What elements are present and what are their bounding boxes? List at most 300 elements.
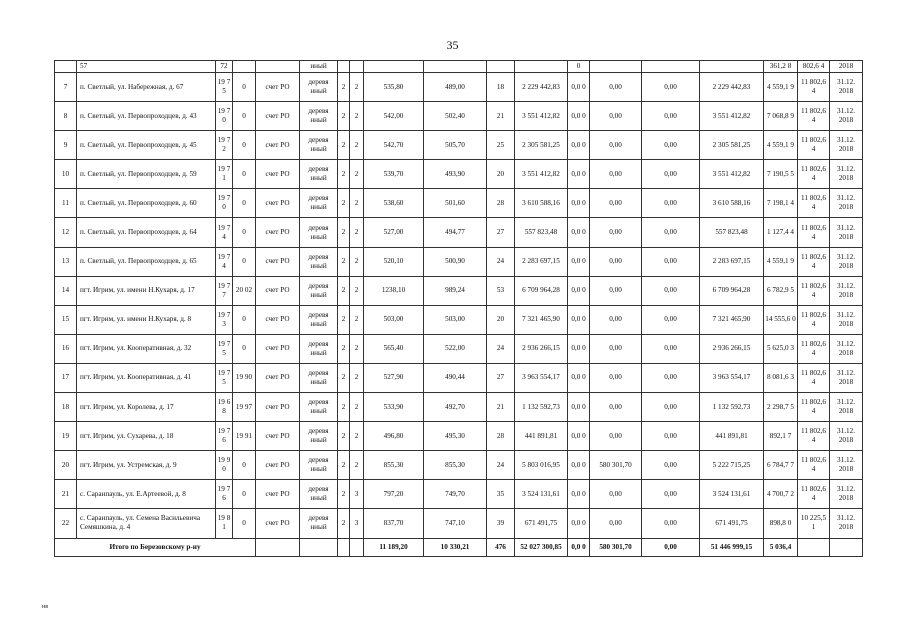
cell-cost-fed: 0,0 0	[568, 363, 590, 392]
cell-floors: 2	[338, 73, 350, 102]
page-number: 35	[446, 38, 459, 52]
cell-cost-fed: 0,0 0	[568, 422, 590, 451]
cell-cost-total: 5 803 016,95	[515, 451, 568, 480]
cell-material: деревя нный	[300, 305, 338, 334]
cell-unit-cost: 361,2 8	[764, 61, 798, 73]
cell-max-cost: 11 802,6 4	[798, 247, 830, 276]
cell-year-renov: 0	[233, 189, 256, 218]
cell-residents	[487, 61, 515, 73]
cell-cost-local: 0,00	[642, 218, 700, 247]
cell-area-living: 490,44	[424, 363, 487, 392]
cell-deadline: 31.12. 2018	[830, 218, 863, 247]
table-row	[55, 102, 863, 131]
table-row	[55, 363, 863, 392]
total-label: Итого по Березовскому р-ну	[55, 538, 256, 556]
table-row	[55, 276, 863, 305]
cell-deadline: 31.12. 2018	[830, 160, 863, 189]
cell-area-living: 489,00	[424, 73, 487, 102]
cell-cost-fed: 0,0 0	[568, 305, 590, 334]
cell-deadline: 31.12. 2018	[830, 480, 863, 509]
cell-num: 7	[55, 73, 77, 102]
cell-cost-owners: 3 551 412,82	[700, 102, 764, 131]
cell-entrances: 2	[350, 422, 364, 451]
cell-unit-cost: 4 559,1 9	[764, 73, 798, 102]
cell-cost-fed: 0	[568, 61, 590, 73]
cell-address: пгт. Игрим, ул. Королева, д. 17	[77, 393, 216, 422]
cell-area-total: 496,80	[364, 422, 424, 451]
cell-address: пгт. Игрим, ул. имени Н.Кухаря, д. 17	[77, 276, 216, 305]
cell-unit-cost: 8 081,6 3	[764, 363, 798, 392]
total-empty	[300, 538, 338, 556]
cell-cost-owners: 7 321 465,90	[700, 305, 764, 334]
table-row	[55, 334, 863, 363]
cell-material: деревя нный	[300, 393, 338, 422]
cell-cost-total: 557 823,48	[515, 218, 568, 247]
cell-floors	[338, 61, 350, 73]
cell-cost-fed: 0,0 0	[568, 247, 590, 276]
cell-area-total: 527,00	[364, 218, 424, 247]
cell-area-living: 495,30	[424, 422, 487, 451]
cell-entrances: 2	[350, 334, 364, 363]
cell-num: 8	[55, 102, 77, 131]
cell-year-renov: 0	[233, 509, 256, 538]
cell-max-cost: 802,6 4	[798, 61, 830, 73]
cell-address: п. Светлый, ул. Первопроходцев, д. 65	[77, 247, 216, 276]
cell-deadline: 31.12. 2018	[830, 422, 863, 451]
cell-num	[55, 61, 77, 73]
cell-cost-fed: 0,0 0	[568, 189, 590, 218]
cell-area-total: 542,70	[364, 131, 424, 160]
cell-address: п. Светлый, ул. Первопроходцев, д. 59	[77, 160, 216, 189]
cell-residents: 28	[487, 189, 515, 218]
cell-cost-owners: 557 823,48	[700, 218, 764, 247]
cell-year-built: 19 72	[216, 131, 233, 160]
cell-area-total: 503,00	[364, 305, 424, 334]
cell-cost-owners: 3 524 131,61	[700, 480, 764, 509]
cell-fund: счет РО	[256, 131, 300, 160]
cell-fund: счет РО	[256, 247, 300, 276]
cell-year-built: 19 77	[216, 276, 233, 305]
cell-address: п. Светлый, ул. Первопроходцев, д. 64	[77, 218, 216, 247]
cell-num: 19	[55, 422, 77, 451]
cell-cost-local: 0,00	[642, 334, 700, 363]
cell-year-built: 19 76	[216, 422, 233, 451]
cell-num: 14	[55, 276, 77, 305]
cell-cost-fed: 0,0 0	[568, 276, 590, 305]
cell-year-renov: 19 90	[233, 363, 256, 392]
cell-max-cost: 10 225,5 1	[798, 509, 830, 538]
cell-fund: счет РО	[256, 189, 300, 218]
cell-area-total: 527,90	[364, 363, 424, 392]
cell-floors: 2	[338, 102, 350, 131]
cell-year-built: 19 75	[216, 363, 233, 392]
table-row	[55, 218, 863, 247]
cell-material: деревя нный	[300, 334, 338, 363]
cell-cost-total: 671 491,75	[515, 509, 568, 538]
cell-material: деревя нный	[300, 509, 338, 538]
cell-entrances: 2	[350, 102, 364, 131]
cell-floors: 2	[338, 247, 350, 276]
cell-area-total: 837,70	[364, 509, 424, 538]
cell-deadline: 31.12. 2018	[830, 509, 863, 538]
cell-material: деревя нный	[300, 218, 338, 247]
cell-cost-local: 0,00	[642, 73, 700, 102]
cell-floors: 2	[338, 276, 350, 305]
footer-mark: нв	[42, 604, 49, 610]
cell-max-cost: 11 802,6 4	[798, 422, 830, 451]
cell-material: деревя нный	[300, 160, 338, 189]
cell-address: 57	[77, 61, 216, 73]
cell-max-cost: 11 802,6 4	[798, 276, 830, 305]
total-empty	[256, 538, 300, 556]
cell-num: 9	[55, 131, 77, 160]
cell-unit-cost: 5 625,0 3	[764, 334, 798, 363]
cell-address: пгт. Игрим, ул. имени Н.Кухаря, д. 8	[77, 305, 216, 334]
cell-cost-fed: 0,0 0	[568, 480, 590, 509]
cell-cost-region: 0,00	[590, 509, 642, 538]
cell-unit-cost: 6 784,7 7	[764, 451, 798, 480]
cell-material: деревя нный	[300, 73, 338, 102]
cell-max-cost: 11 802,6 4	[798, 189, 830, 218]
cell-residents: 21	[487, 102, 515, 131]
cell-cost-local: 0,00	[642, 247, 700, 276]
cell-year-renov: 0	[233, 334, 256, 363]
total-cost-fed: 0,0 0	[568, 538, 590, 556]
cell-material: деревя нный	[300, 247, 338, 276]
cell-material: деревя нный	[300, 276, 338, 305]
cell-area-living: 989,24	[424, 276, 487, 305]
cell-residents: 27	[487, 363, 515, 392]
cell-cost-region: 0,00	[590, 422, 642, 451]
total-cost-local: 0,00	[642, 538, 700, 556]
cell-unit-cost: 7 068,8 9	[764, 102, 798, 131]
cell-cost-region: 0,00	[590, 189, 642, 218]
cell-max-cost: 11 802,6 4	[798, 393, 830, 422]
cell-residents: 21	[487, 393, 515, 422]
cell-address: пгт. Игрим, ул. Сухарева, д. 18	[77, 422, 216, 451]
cell-fund: счет РО	[256, 218, 300, 247]
cell-cost-total: 1 132 592,73	[515, 393, 568, 422]
table-total-row	[55, 538, 863, 556]
cell-residents: 20	[487, 305, 515, 334]
cell-material: деревя нный	[300, 131, 338, 160]
cell-max-cost: 11 802,6 4	[798, 73, 830, 102]
table-row	[55, 305, 863, 334]
cell-cost-local: 0,00	[642, 102, 700, 131]
cell-cost-total: 2 936 266,15	[515, 334, 568, 363]
cell-cost-local: 0,00	[642, 451, 700, 480]
cell-cost-total: 3 963 554,17	[515, 363, 568, 392]
cell-year-renov: 0	[233, 480, 256, 509]
cell-max-cost: 11 802,6 4	[798, 451, 830, 480]
cell-cost-owners: 441 891,81	[700, 422, 764, 451]
total-cost-region: 580 301,70	[590, 538, 642, 556]
cell-deadline: 2018	[830, 61, 863, 73]
cell-cost-region: 0,00	[590, 480, 642, 509]
total-empty	[350, 538, 364, 556]
cell-cost-local: 0,00	[642, 509, 700, 538]
repair-program-table	[54, 60, 863, 557]
cell-entrances: 2	[350, 276, 364, 305]
cell-num: 15	[55, 305, 77, 334]
cell-year-built: 19 71	[216, 160, 233, 189]
cell-deadline: 31.12. 2018	[830, 451, 863, 480]
total-cost-owners: 51 446 999,15	[700, 538, 764, 556]
cell-address: с. Саранпауль, ул. Е.Артеевой, д. 8	[77, 480, 216, 509]
cell-num: 16	[55, 334, 77, 363]
cell-address: п. Светлый, ул. Первопроходцев, д. 43	[77, 102, 216, 131]
cell-cost-fed: 0,0 0	[568, 509, 590, 538]
cell-floors: 2	[338, 422, 350, 451]
cell-entrances: 2	[350, 393, 364, 422]
cell-entrances	[350, 61, 364, 73]
cell-area-total: 855,30	[364, 451, 424, 480]
cell-unit-cost: 4 700,7 2	[764, 480, 798, 509]
total-empty	[830, 538, 863, 556]
cell-address: пгт. Игрим, ул. Устремская, д. 9	[77, 451, 216, 480]
cell-cost-owners: 2 305 581,25	[700, 131, 764, 160]
cell-cost-local: 0,00	[642, 305, 700, 334]
cell-year-renov: 0	[233, 102, 256, 131]
cell-area-total: 797,20	[364, 480, 424, 509]
cell-cost-owners: 671 491,75	[700, 509, 764, 538]
cell-year-renov: 0	[233, 305, 256, 334]
cell-entrances: 2	[350, 451, 364, 480]
cell-num: 21	[55, 480, 77, 509]
cell-cost-region: 0,00	[590, 276, 642, 305]
table-row	[55, 247, 863, 276]
cell-address: п. Светлый, ул. Набережная, д. 67	[77, 73, 216, 102]
cell-fund: счет РО	[256, 480, 300, 509]
cell-entrances: 2	[350, 131, 364, 160]
cell-cost-region: 0,00	[590, 305, 642, 334]
cell-cost-region: 0,00	[590, 393, 642, 422]
cell-unit-cost: 14 555,6 0	[764, 305, 798, 334]
cell-floors: 2	[338, 218, 350, 247]
total-empty	[338, 538, 350, 556]
cell-residents: 24	[487, 334, 515, 363]
cell-max-cost: 11 802,6 4	[798, 131, 830, 160]
cell-area-total: 1238,10	[364, 276, 424, 305]
cell-cost-local: 0,00	[642, 276, 700, 305]
cell-year-built: 19 76	[216, 480, 233, 509]
cell-num: 22	[55, 509, 77, 538]
cell-deadline: 31.12. 2018	[830, 102, 863, 131]
cell-entrances: 2	[350, 189, 364, 218]
cell-deadline: 31.12. 2018	[830, 363, 863, 392]
cell-area-living: 493,90	[424, 160, 487, 189]
cell-deadline: 31.12. 2018	[830, 276, 863, 305]
cell-entrances: 2	[350, 218, 364, 247]
cell-cost-fed: 0,0 0	[568, 334, 590, 363]
cell-area-total: 535,80	[364, 73, 424, 102]
total-area-living: 10 330,21	[424, 538, 487, 556]
cell-cost-total: 6 709 964,28	[515, 276, 568, 305]
cell-cost-region: 0,00	[590, 218, 642, 247]
cell-cost-total: 2 283 697,15	[515, 247, 568, 276]
cell-cost-fed: 0,0 0	[568, 218, 590, 247]
cell-area-total: 542,00	[364, 102, 424, 131]
cell-residents: 18	[487, 73, 515, 102]
cell-cost-owners: 6 709 964,28	[700, 276, 764, 305]
cell-residents: 25	[487, 131, 515, 160]
cell-cost-local	[642, 61, 700, 73]
cell-area-living	[424, 61, 487, 73]
cell-floors: 2	[338, 131, 350, 160]
cell-floors: 2	[338, 480, 350, 509]
table-body	[55, 61, 863, 539]
table-row	[55, 422, 863, 451]
cell-area-total: 539,70	[364, 160, 424, 189]
cell-cost-fed: 0,0 0	[568, 393, 590, 422]
cell-cost-total: 2 305 581,25	[515, 131, 568, 160]
cell-cost-total: 7 321 465,90	[515, 305, 568, 334]
cell-fund: счет РО	[256, 276, 300, 305]
cell-cost-total: 3 524 131,61	[515, 480, 568, 509]
cell-unit-cost: 4 559,1 9	[764, 247, 798, 276]
cell-cost-owners: 3 963 554,17	[700, 363, 764, 392]
cell-cost-region	[590, 61, 642, 73]
cell-address: п. Светлый, ул. Первопроходцев, д. 60	[77, 189, 216, 218]
cell-entrances: 2	[350, 363, 364, 392]
cell-year-built: 19 73	[216, 305, 233, 334]
cell-year-built: 19 75	[216, 73, 233, 102]
cell-deadline: 31.12. 2018	[830, 189, 863, 218]
cell-cost-local: 0,00	[642, 480, 700, 509]
cell-residents: 39	[487, 509, 515, 538]
cell-area-living: 505,70	[424, 131, 487, 160]
cell-fund: счет РО	[256, 363, 300, 392]
cell-cost-region: 0,00	[590, 160, 642, 189]
cell-fund: счет РО	[256, 393, 300, 422]
cell-cost-owners: 2 936 266,15	[700, 334, 764, 363]
cell-fund: счет РО	[256, 509, 300, 538]
cell-max-cost: 11 802,6 4	[798, 363, 830, 392]
cell-cost-total: 3 610 588,16	[515, 189, 568, 218]
cell-year-renov: 20 02	[233, 276, 256, 305]
cell-address: п. Светлый, ул. Первопроходцев, д. 45	[77, 131, 216, 160]
cell-cost-region: 0,00	[590, 247, 642, 276]
cell-year-built: 19 75	[216, 334, 233, 363]
cell-max-cost: 11 802,6 4	[798, 305, 830, 334]
cell-cost-owners	[700, 61, 764, 73]
cell-cost-region: 580 301,70	[590, 451, 642, 480]
cell-material: иный	[300, 61, 338, 73]
table-row	[55, 73, 863, 102]
cell-fund	[256, 61, 300, 73]
cell-fund: счет РО	[256, 422, 300, 451]
cell-year-built: 19 70	[216, 189, 233, 218]
total-area-total: 11 189,20	[364, 538, 424, 556]
cell-area-total	[364, 61, 424, 73]
cell-fund: счет РО	[256, 451, 300, 480]
cell-cost-local: 0,00	[642, 393, 700, 422]
cell-cost-total: 2 229 442,83	[515, 73, 568, 102]
cell-material: деревя нный	[300, 480, 338, 509]
cell-cost-local: 0,00	[642, 189, 700, 218]
cell-residents: 24	[487, 247, 515, 276]
cell-cost-region: 0,00	[590, 363, 642, 392]
cell-cost-owners: 2 229 442,83	[700, 73, 764, 102]
cell-floors: 2	[338, 160, 350, 189]
cell-address: с. Саранпауль, ул. Семена Васильевича Семяшкина, д. 4	[77, 509, 216, 538]
cell-cost-total: 3 551 412,82	[515, 160, 568, 189]
cell-cost-owners: 2 283 697,15	[700, 247, 764, 276]
cell-address: пгт. Игрим, ул. Кооперативная, д. 41	[77, 363, 216, 392]
cell-floors: 2	[338, 305, 350, 334]
cell-year-built: 19 74	[216, 247, 233, 276]
cell-cost-fed: 0,0 0	[568, 102, 590, 131]
cell-cost-total	[515, 61, 568, 73]
cell-area-living: 522,00	[424, 334, 487, 363]
cell-entrances: 2	[350, 247, 364, 276]
cell-year-built: 19 90	[216, 451, 233, 480]
cell-year-built: 19 68	[216, 393, 233, 422]
cell-year-built: 19 70	[216, 102, 233, 131]
cell-material: деревя нный	[300, 422, 338, 451]
cell-num: 13	[55, 247, 77, 276]
total-empty	[798, 538, 830, 556]
cell-max-cost: 11 802,6 4	[798, 218, 830, 247]
cell-cost-fed: 0,0 0	[568, 131, 590, 160]
cell-floors: 2	[338, 451, 350, 480]
total-residents: 476	[487, 538, 515, 556]
cell-material: деревя нный	[300, 451, 338, 480]
cell-fund: счет РО	[256, 334, 300, 363]
cell-entrances: 3	[350, 509, 364, 538]
cell-unit-cost: 4 559,1 9	[764, 131, 798, 160]
cell-unit-cost: 6 782,9 5	[764, 276, 798, 305]
table-row	[55, 393, 863, 422]
cell-year-renov: 0	[233, 451, 256, 480]
table-row	[55, 131, 863, 160]
cell-fund: счет РО	[256, 102, 300, 131]
cell-fund: счет РО	[256, 73, 300, 102]
cell-area-living: 494,77	[424, 218, 487, 247]
cell-max-cost: 11 802,6 4	[798, 480, 830, 509]
cell-cost-local: 0,00	[642, 422, 700, 451]
cell-deadline: 31.12. 2018	[830, 393, 863, 422]
cell-max-cost: 11 802,6 4	[798, 102, 830, 131]
cell-year-renov: 0	[233, 131, 256, 160]
cell-residents: 27	[487, 218, 515, 247]
cell-year-renov	[233, 61, 256, 73]
cell-area-total: 520,10	[364, 247, 424, 276]
cell-residents: 35	[487, 480, 515, 509]
cell-floors: 2	[338, 509, 350, 538]
cell-cost-local: 0,00	[642, 363, 700, 392]
table-row-continued	[55, 61, 863, 73]
cell-entrances: 2	[350, 305, 364, 334]
cell-entrances: 2	[350, 160, 364, 189]
cell-residents: 28	[487, 422, 515, 451]
cell-year-renov: 19 91	[233, 422, 256, 451]
cell-material: деревя нный	[300, 189, 338, 218]
cell-area-living: 501,60	[424, 189, 487, 218]
table-row	[55, 480, 863, 509]
cell-fund: счет РО	[256, 160, 300, 189]
cell-unit-cost: 2 298,7 5	[764, 393, 798, 422]
cell-cost-region: 0,00	[590, 131, 642, 160]
cell-cost-region: 0,00	[590, 334, 642, 363]
cell-cost-owners: 5 222 715,25	[700, 451, 764, 480]
cell-year-renov: 19 97	[233, 393, 256, 422]
cell-residents: 53	[487, 276, 515, 305]
cell-area-living: 855,30	[424, 451, 487, 480]
cell-floors: 2	[338, 363, 350, 392]
cell-cost-total: 3 551 412,82	[515, 102, 568, 131]
cell-unit-cost: 1 127,4 4	[764, 218, 798, 247]
